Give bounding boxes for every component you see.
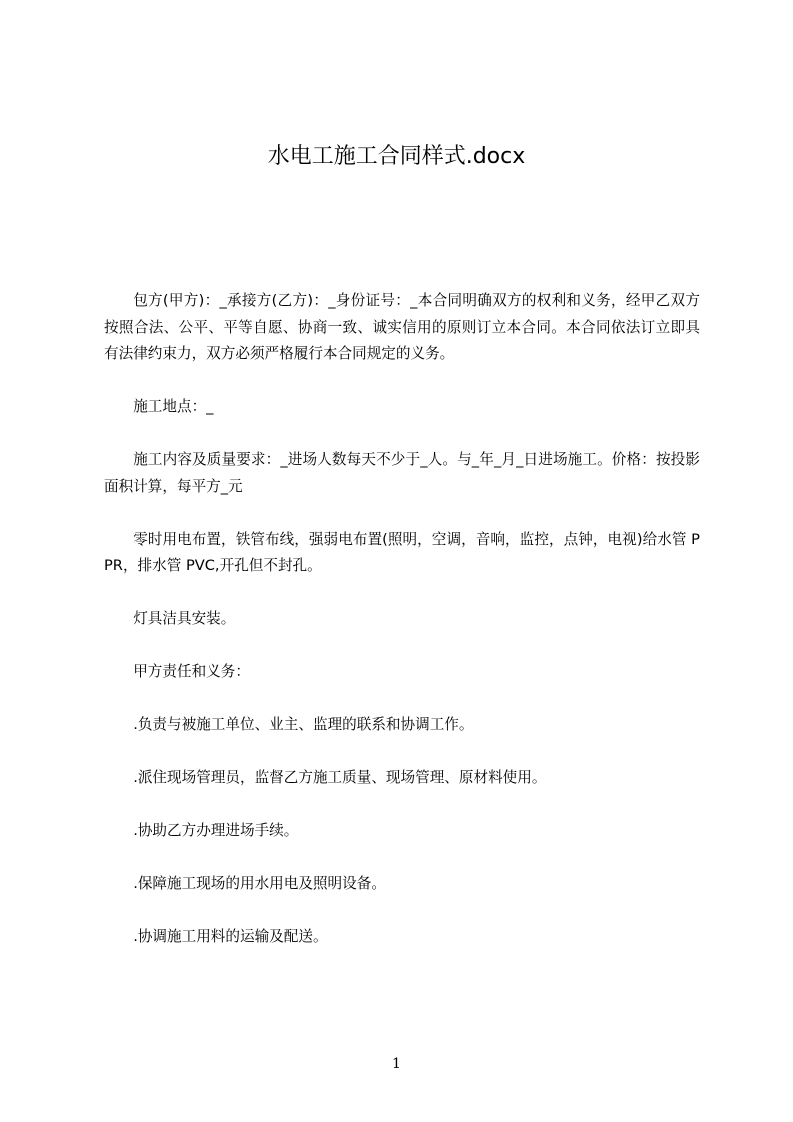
page-number: 1	[392, 1056, 401, 1072]
paragraph-spacer	[104, 421, 700, 448]
paragraph-electrical-layout: 零时用电布置，铁管布线，强弱电布置(照明，空调，音响，监控，点钟，电视)给水管 PPR，排水管 PVC,开孔但不封孔。	[104, 530, 700, 574]
paragraph-duty-material-delivery: .协调施工用料的运输及配送。	[133, 928, 328, 945]
paragraph-duty-entry-procedures: .协助乙方办理进场手续。	[133, 822, 299, 839]
paragraph-duty-utilities: .保障施工现场的用水用电及照明设备。	[133, 875, 386, 892]
paragraph-spacer	[104, 739, 700, 766]
paragraph-fixtures: 灯具洁具安装。	[133, 610, 236, 627]
paragraph-spacer	[104, 580, 700, 607]
paragraph-spacer	[104, 686, 700, 713]
document-body	[104, 288, 700, 951]
paragraph-duty-coordination: .负责与被施工单位、业主、监理的联系和协调工作。	[133, 716, 474, 733]
paragraph-spacer	[104, 845, 700, 872]
paragraph-spacer	[104, 368, 700, 395]
paragraph-location: 施工地点：_	[133, 398, 214, 415]
paragraph-spacer	[104, 898, 700, 925]
paragraph-spacer	[104, 792, 700, 819]
paragraph-duty-supervision: .派住现场管理员，监督乙方施工质量、现场管理、原材料使用。	[133, 769, 547, 786]
paragraph-parties: 包方(甲方)：_承接方(乙方)：_身份证号：_本合同明确双方的权利和义务，经甲乙双方按照合法、公平、平等自愿、协商一致、诚实信用的原则订立本合同。本合同依法订立即具有法律约束力，双方必须严格履行本合同规定的义务。	[104, 292, 700, 362]
paragraph-work-content: 施工内容及质量要求：_进场人数每天不少于_人。与_年_月_日进场施工。价格：按投影面积计算，每平方_元	[104, 451, 700, 495]
document-title: 水电工施工合同样式.docx	[267, 144, 526, 169]
paragraph-spacer	[104, 633, 700, 660]
paragraph-spacer	[104, 500, 700, 527]
paragraph-party-a-duties-heading: 甲方责任和义务：	[133, 663, 250, 680]
